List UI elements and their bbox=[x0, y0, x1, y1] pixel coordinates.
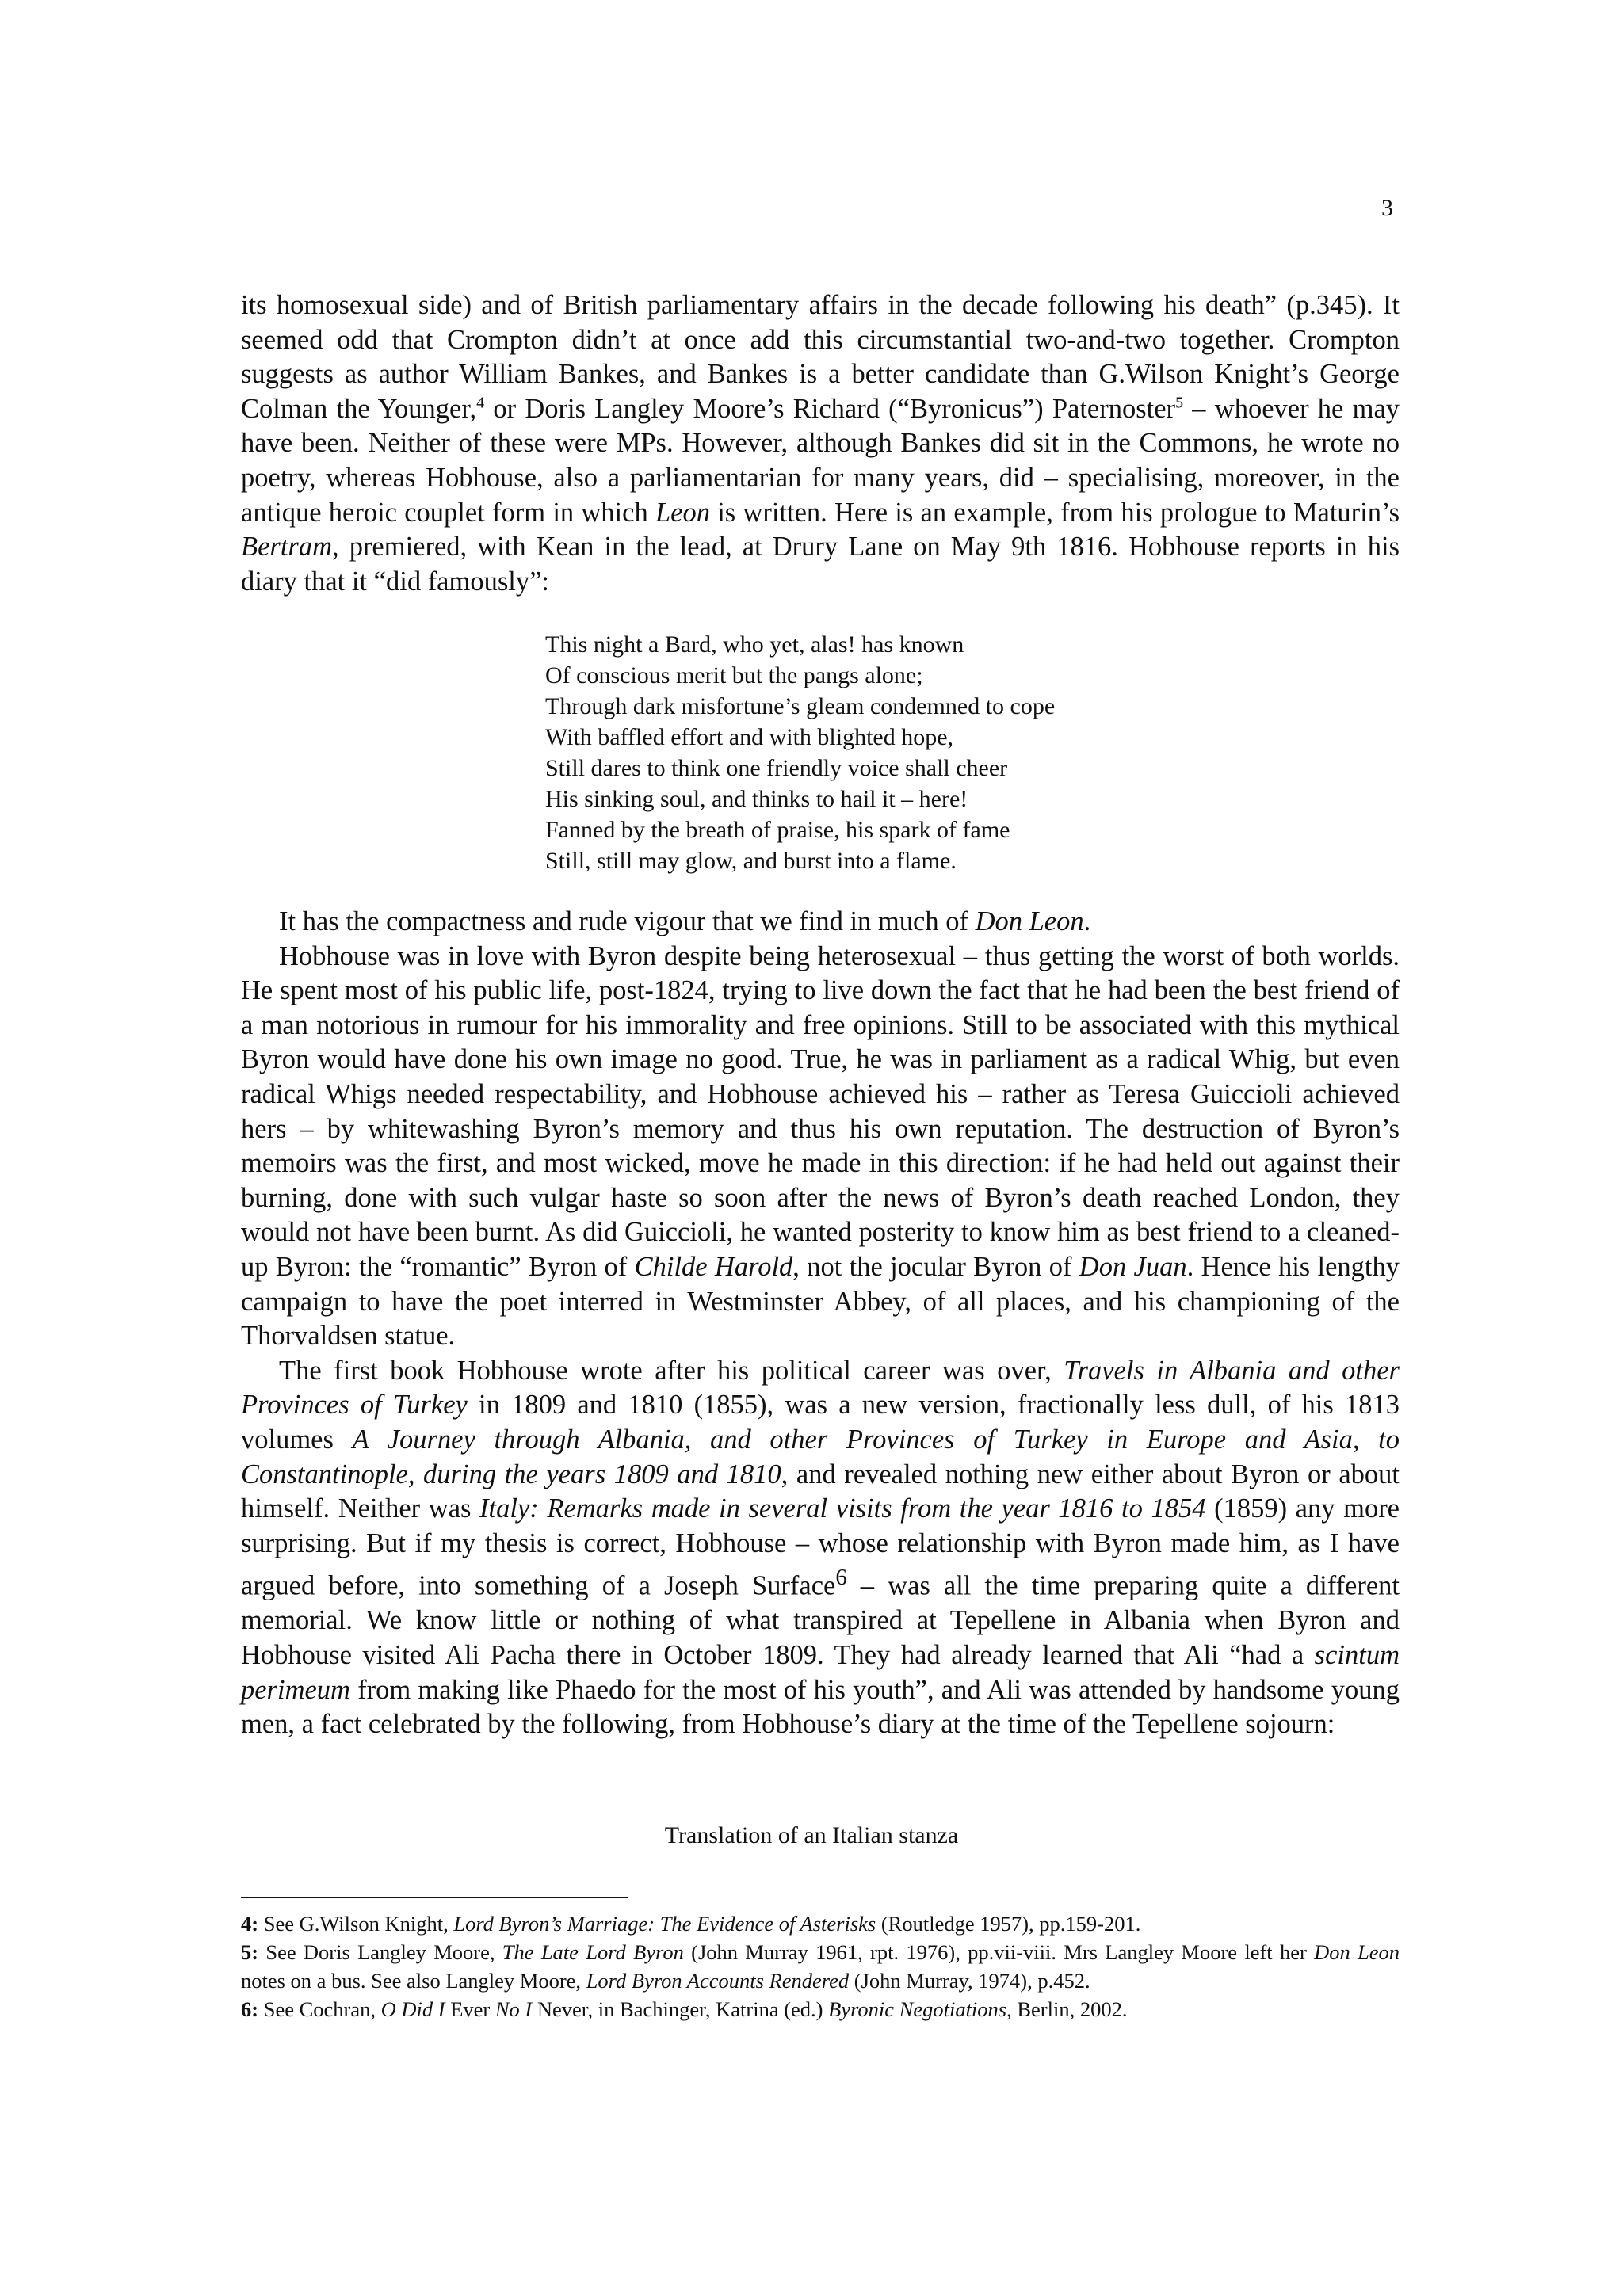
paragraph-3 bbox=[241, 940, 1400, 1354]
italic-title: Lord Byron Accounts Rendered bbox=[586, 1969, 850, 1993]
text-run: See G.Wilson Knight, bbox=[258, 1912, 454, 1936]
italic-title: Italy: Remarks made in several visits from the year 1816 to 1854 bbox=[479, 1493, 1206, 1524]
text-run: . Hence his lengthy campaign to have the poet interred in Westminster Abbey, of all places, and his championing of the Thorvaldsen statue. bbox=[241, 1251, 1400, 1352]
verse-line: Through dark misfortune’s gleam condemned to cope bbox=[545, 693, 1056, 719]
text-run: The first book Hobhouse wrote after his political career was over, bbox=[279, 1355, 1064, 1386]
text-run: (Routledge 1957), pp.159-201. bbox=[876, 1912, 1141, 1936]
italic-title: A Journey through Albania, and other Provinces of Turkey in Europe and Asia, to Constantinople, during the years 1809 and 1810 bbox=[241, 1424, 1400, 1489]
verse-line: Fanned by the breath of praise, his spark of fame bbox=[545, 817, 1010, 843]
verse-line: Still dares to think one friendly voice shall cheer bbox=[545, 755, 1008, 781]
footnote-divider bbox=[241, 1897, 628, 1898]
text-run: Never, in Bachinger, Katrina (ed.) bbox=[532, 1997, 829, 2021]
footnote-ref-4: 4 bbox=[476, 394, 485, 412]
paragraph-1 bbox=[241, 288, 1400, 599]
text-run: , not the jocular Byron of bbox=[792, 1251, 1079, 1282]
page-number: 3 bbox=[1381, 195, 1393, 221]
footnote-4 bbox=[241, 1909, 1400, 1938]
text-run: See Cochran, bbox=[258, 1997, 381, 2021]
text-run: its homosexual side) and of British parliamentary affairs in the decade following his death” (p.345). It seemed odd that Crompton didn’t at once add this circumstantial two-and-two together. Crompton suggests as author William Bankes, and Bankes is a better candidate than G.Wilson Knight’s George Colman the Younger, bbox=[241, 290, 1400, 424]
footnote-ref-5: 5 bbox=[1175, 394, 1184, 412]
paragraph-2 bbox=[241, 905, 1400, 940]
stanza-heading: Translation of an Italian stanza bbox=[664, 1822, 959, 1848]
italic-title: Childe Harold bbox=[634, 1251, 793, 1282]
text-run: It has the compactness and rude vigour that we find in much of bbox=[279, 906, 976, 936]
footnotes bbox=[241, 1909, 1400, 2023]
text-run: – was all the time preparing quite a different memorial. We know little or nothing of what transpired at Tepellene in Albania when Byron and Hobhouse visited Ali Pacha there in October 1809. They had already learned that Ali “had a bbox=[241, 1570, 1400, 1670]
italic-title: The Late Lord Byron bbox=[502, 1940, 684, 1964]
text-run: Hobhouse was in love with Byron despite being heterosexual – thus getting the worst of both worlds. He spent most of his public life, post-1824, trying to live down the fact that he had been the best friend of a man notorious in rumour for his immorality and free opinions. Still to be associated with this mythical Byron would have done his own image no good. True, he was in parliament as a radical Whig, but even radical Whigs needed respectability, and Hobhouse achieved his – rather as Teresa Guiccioli achieved hers – by whitewashing Byron’s memory and thus his own reputation. The destruction of Byron’s memoirs was the first, and most wicked, move he made in this direction: if he had held out against their burning, done with such vulgar haste so soon after the news of Byron’s death reached London, they would not have been burnt. As did Guiccioli, he wanted posterity to know him as best friend to a cleaned-up Byron: the “romantic” Byron of bbox=[241, 940, 1400, 1282]
text-run: (John Murray 1961, rpt. 1976), pp.vii-viii. Mrs Langley Moore left her bbox=[683, 1940, 1315, 1964]
opening-paragraph bbox=[241, 288, 1400, 599]
text-run: notes on a bus. See also Langley Moore, bbox=[241, 1969, 586, 1993]
text-run: (John Murray, 1974), p.452. bbox=[849, 1969, 1090, 1993]
body-continuation bbox=[241, 905, 1400, 1742]
footnote-number: 6: bbox=[241, 1997, 259, 2021]
verse-line: Of conscious merit but the pangs alone; bbox=[545, 662, 923, 688]
footnote-number: 4: bbox=[241, 1912, 259, 1936]
footnote-6 bbox=[241, 1995, 1400, 2023]
italic-title: Lord Byron’s Marriage: The Evidence of Asterisks bbox=[453, 1912, 876, 1936]
text-run: , and revealed nothing new either about Byron or about himself. Neither was bbox=[241, 1459, 1400, 1524]
text-run: in 1809 and 1810 (1855), was a new version, fractionally less dull, of his 1813 volumes bbox=[241, 1390, 1400, 1455]
italic-title: Byronic Negotiations bbox=[828, 1997, 1007, 2021]
italic-title: Don Juan bbox=[1079, 1251, 1187, 1282]
italic-title: Travels in Albania and other Provinces of Turkey bbox=[241, 1355, 1400, 1421]
italic-title: Don Leon bbox=[1314, 1940, 1400, 1964]
italic-phrase: scintum perimeum bbox=[241, 1639, 1400, 1705]
footnote-5 bbox=[241, 1938, 1400, 1995]
text-run: , premiered, with Kean in the lead, at Drury Lane on May 9th 1816. Hobhouse reports in his diary that it “did famously”: bbox=[241, 532, 1400, 597]
text-run: , Berlin, 2002. bbox=[1006, 1997, 1128, 2021]
italic-title: No I bbox=[495, 1997, 533, 2021]
text-run: or Doris Langley Moore’s Richard (“Byronicus”) Paternoster bbox=[484, 393, 1176, 424]
text-run: – whoever he may have been. Neither of these were MPs. However, although Bankes did sit in the Commons, he wrote no poetry, whereas Hobhouse, also a parliamentarian for many years, did – specialising, moreover, in the antique heroic couplet form in which bbox=[241, 393, 1400, 528]
text-run: See Doris Langley Moore, bbox=[258, 1940, 502, 1964]
text-run: from making like Phaedo for the most of his youth”, and Ali was attended by handsome young men, a fact celebrated by the following, from Hobhouse’s diary at the time of the Tepellene sojourn: bbox=[241, 1674, 1400, 1740]
text-run: Ever bbox=[445, 1997, 495, 2021]
verse-quotation bbox=[545, 629, 1055, 876]
text-run: (1859) any more surprising. But if my thesis is correct, Hobhouse – whose relationship with Byron made him, as I have argued before, into something of a Joseph Surface bbox=[241, 1493, 1400, 1601]
text-run: . bbox=[1083, 906, 1091, 936]
footnote-number: 5: bbox=[241, 1940, 259, 1964]
italic-title: Bertram bbox=[241, 532, 332, 563]
verse-line: With baffled effort and with blighted hope, bbox=[545, 724, 954, 750]
italic-title: O Did I bbox=[380, 1997, 445, 2021]
verse-line: His sinking soul, and thinks to hail it – here! bbox=[545, 786, 968, 812]
italic-title: Leon bbox=[655, 497, 710, 528]
text-run: is written. Here is an example, from his prologue to Maturin’s bbox=[709, 497, 1400, 528]
paragraph-4 bbox=[241, 1354, 1400, 1742]
footnote-ref-6: 6 bbox=[835, 1565, 847, 1591]
verse-line: This night a Bard, who yet, alas! has known bbox=[545, 631, 964, 658]
italic-title: Don Leon bbox=[975, 906, 1084, 936]
verse-line: Still, still may glow, and burst into a flame. bbox=[545, 848, 957, 874]
